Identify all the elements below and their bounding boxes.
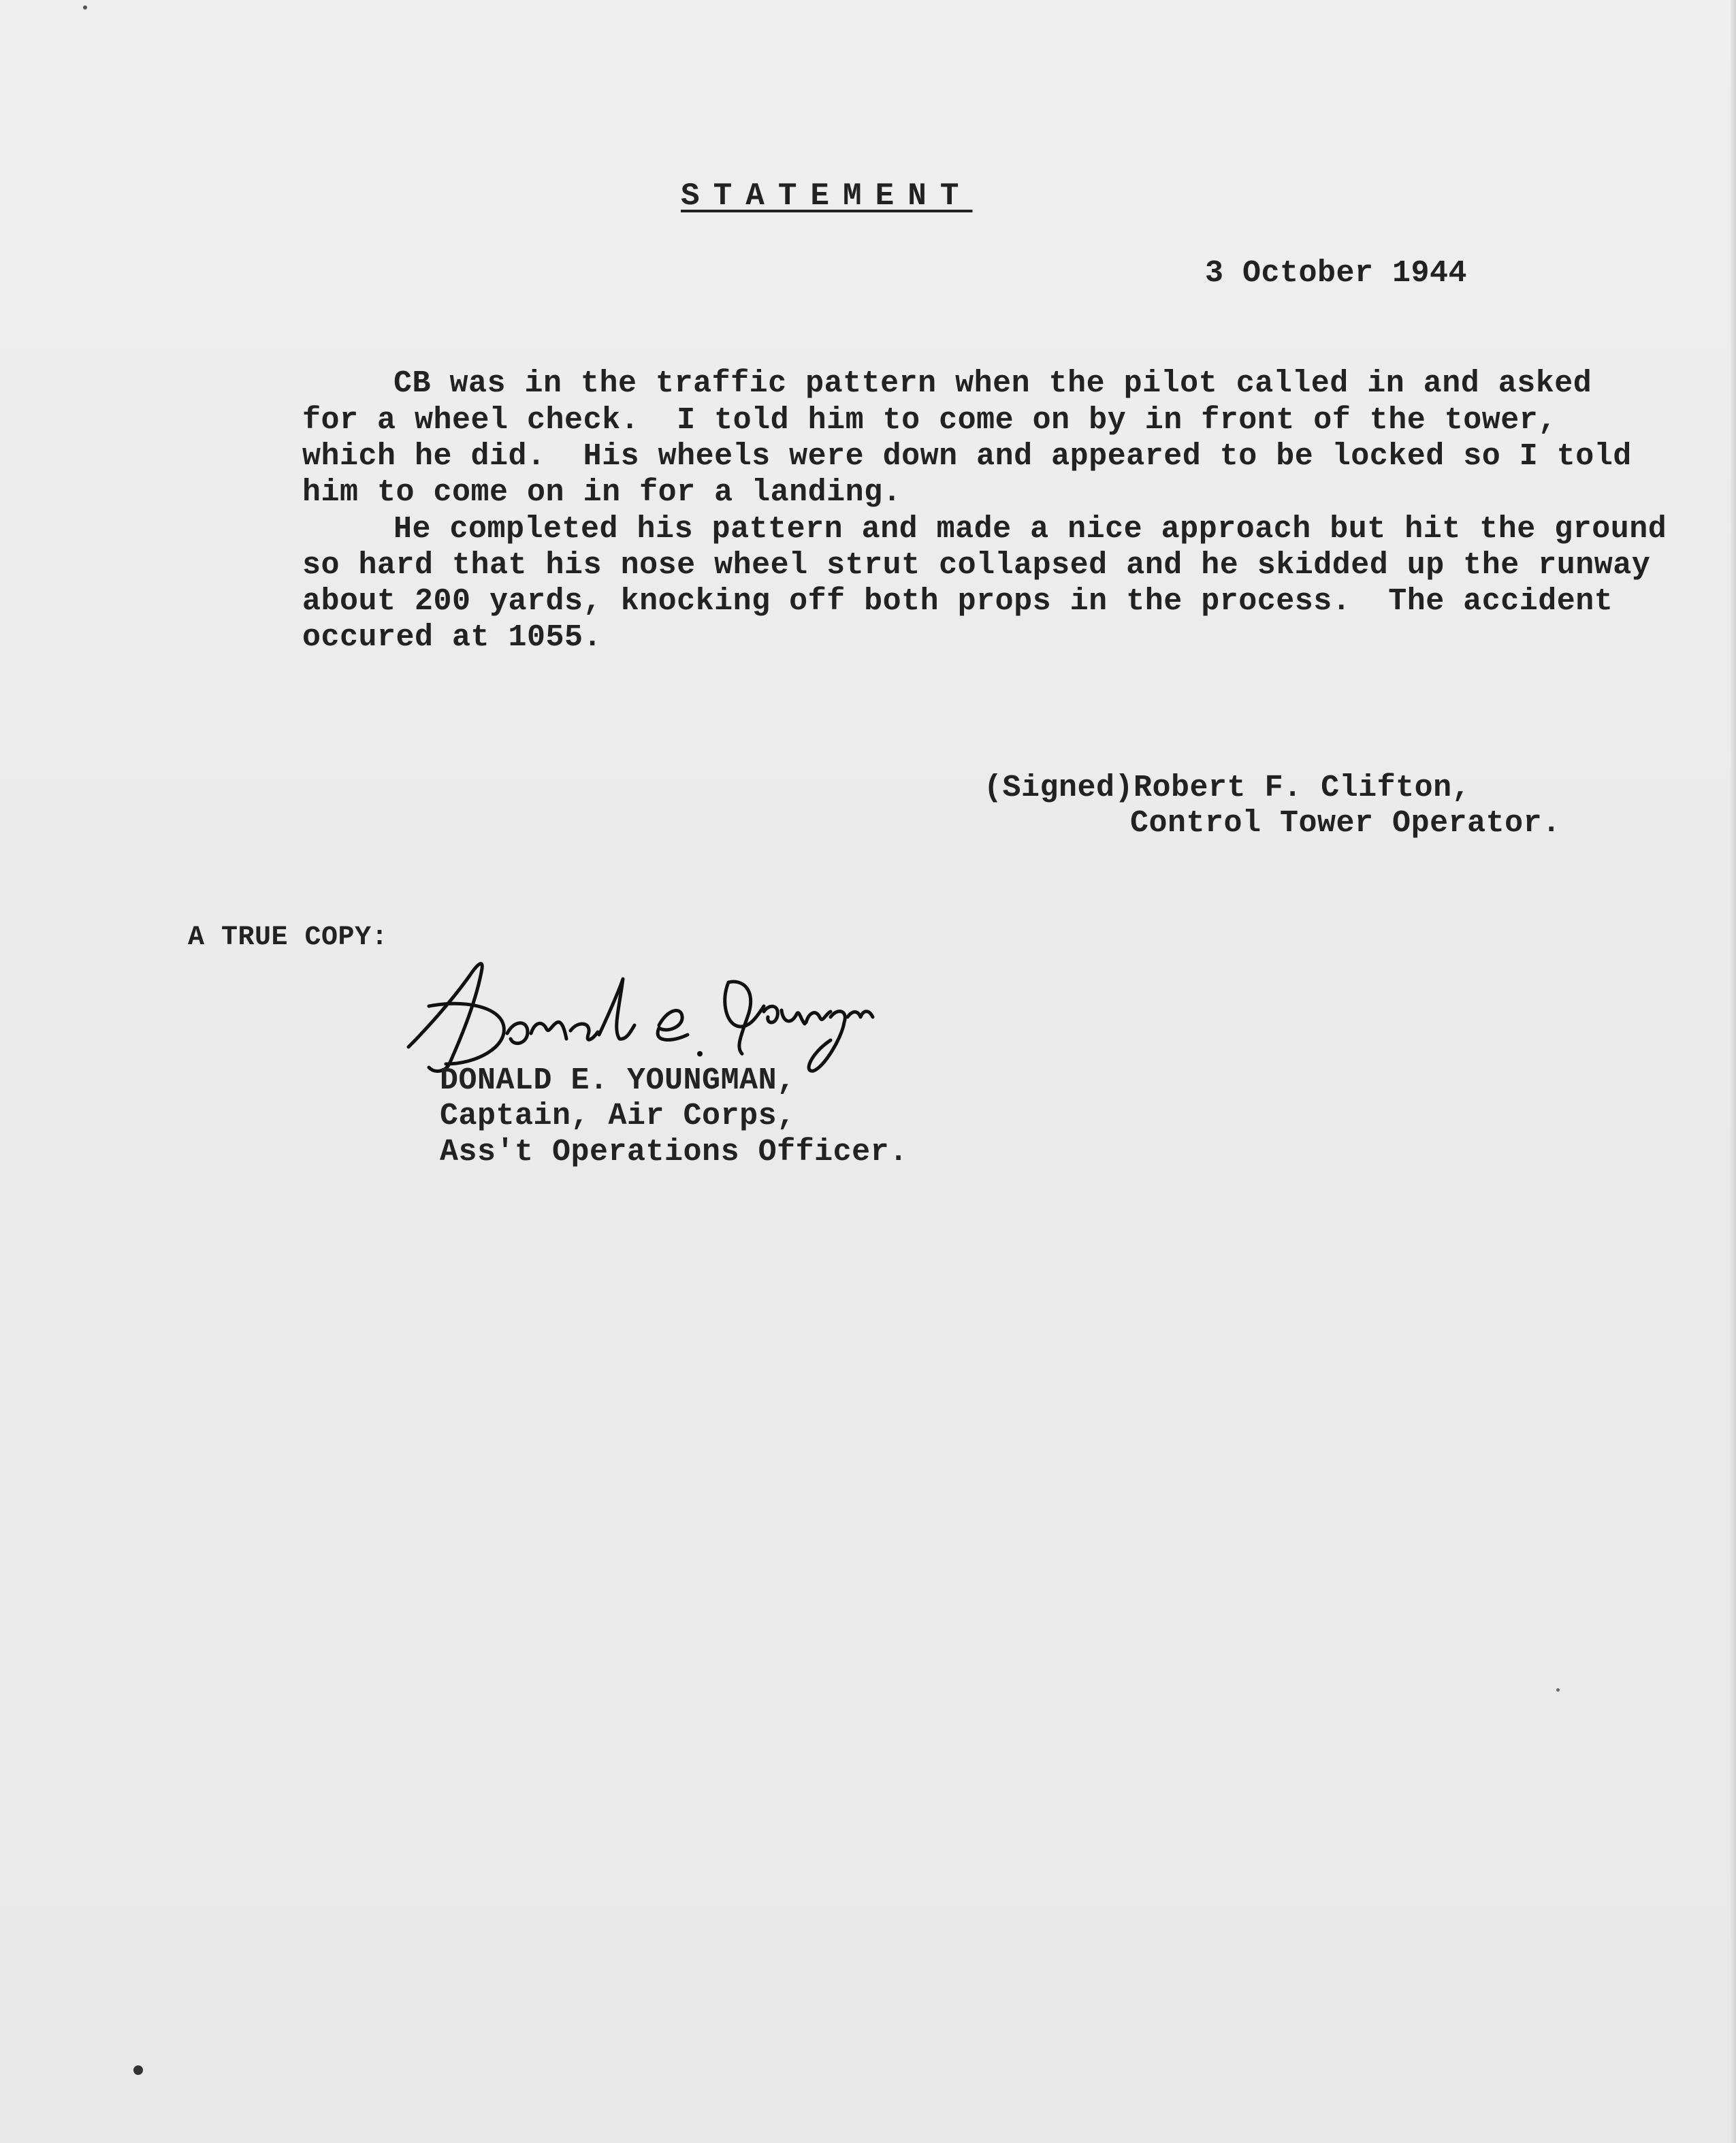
ink-speck bbox=[1556, 1688, 1560, 1692]
certifier-name: DONALD E. YOUNGMAN, bbox=[440, 1063, 796, 1098]
paragraph-line: him to come on in for a landing. bbox=[302, 475, 902, 510]
paragraph-line: so hard that his nose wheel strut collapsed and he skidded up the runway bbox=[302, 548, 1651, 583]
signer-title: Control Tower Operator. bbox=[1130, 806, 1561, 841]
paragraph-line: for a wheel check. I told him to come on by in front of the tower, bbox=[302, 403, 1557, 438]
paragraph-line: He completed his pattern and made a nice approach but hit the ground bbox=[393, 512, 1667, 547]
page-edge bbox=[1731, 0, 1736, 2143]
paragraph-line: occured at 1055. bbox=[302, 620, 602, 655]
paragraph-line: which he did. His wheels were down and appeared to be locked so I told bbox=[302, 439, 1632, 474]
paragraph-line: about 200 yards, knocking off both props in the process. The accident bbox=[302, 584, 1613, 619]
document-title: STATEMENT bbox=[681, 178, 973, 214]
document-date: 3 October 1944 bbox=[1205, 256, 1468, 291]
certifier-position: Ass't Operations Officer. bbox=[440, 1135, 908, 1170]
signed-line: (Signed)Robert F. Clifton, bbox=[984, 771, 1471, 805]
true-copy-label: A TRUE COPY: bbox=[188, 922, 389, 953]
ink-speck bbox=[133, 2065, 143, 2075]
paragraph-line: CB was in the traffic pattern when the pilot called in and asked bbox=[393, 366, 1592, 401]
certifier-rank: Captain, Air Corps, bbox=[440, 1099, 796, 1133]
ink-speck bbox=[83, 5, 87, 10]
